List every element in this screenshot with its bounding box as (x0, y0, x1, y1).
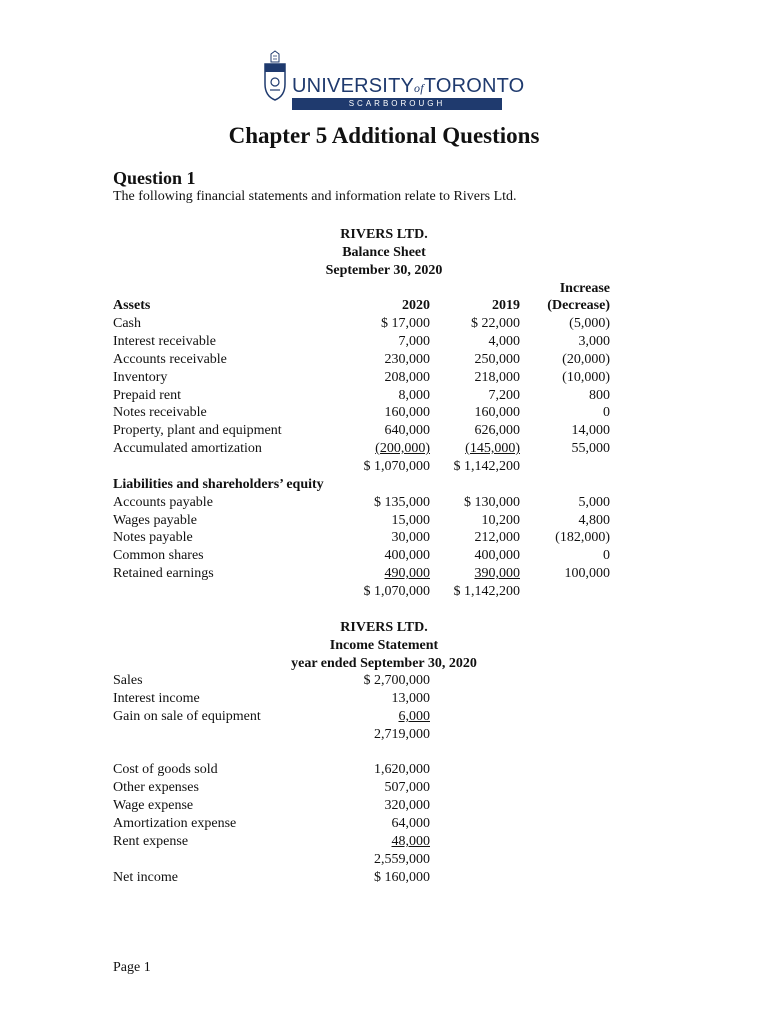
col-2019-header: 2019 (492, 298, 520, 313)
liab-2019: $ 130,000 (464, 495, 520, 510)
expense-label: Amortization expense (113, 816, 237, 831)
liab-change: 4,800 (578, 513, 610, 528)
asset-label: Notes receivable (113, 405, 207, 420)
expense-label: Rent expense (113, 834, 189, 849)
liab-2020: $ 135,000 (374, 495, 430, 510)
liab-2020: 30,000 (391, 530, 430, 545)
logo-wordmark: UNIVERSITYofTORONTO (292, 75, 525, 97)
asset-2020: 7,000 (398, 334, 430, 349)
asset-label: Property, plant and equipment (113, 423, 282, 438)
revenue-label: Interest income (113, 691, 200, 706)
university-logo (262, 50, 525, 114)
liab-2019: 390,000 (474, 566, 520, 581)
expense-label: Wage expense (113, 798, 194, 813)
asset-change: (5,000) (569, 316, 610, 331)
liab-change: 5,000 (578, 495, 610, 510)
expense-label: Other expenses (113, 780, 199, 795)
is-period: year ended September 30, 2020 (291, 656, 477, 671)
asset-label: Interest receivable (113, 334, 216, 349)
asset-2019: $ 22,000 (471, 316, 520, 331)
asset-2019: 160,000 (474, 405, 520, 420)
net-income-value: $ 160,000 (374, 870, 430, 885)
page-number: Page 1 (113, 960, 151, 975)
liab-label: Accounts payable (113, 495, 213, 510)
liab-label: Wages payable (113, 513, 197, 528)
asset-2020: 230,000 (384, 352, 430, 367)
is-title: Income Statement (329, 638, 439, 653)
expense-total: 2,559,000 (374, 852, 430, 867)
asset-2020: 160,000 (384, 405, 430, 420)
page-title: Chapter 5 Additional Questions (228, 123, 540, 148)
asset-change: 3,000 (578, 334, 610, 349)
expense-value: 48,000 (391, 834, 430, 849)
logo-campus: SCARBOROUGH (348, 99, 446, 108)
net-income-label: Net income (113, 870, 178, 885)
asset-2019: 4,000 (488, 334, 520, 349)
asset-2020: $ 17,000 (381, 316, 430, 331)
asset-2019: 250,000 (474, 352, 520, 367)
asset-2019: 218,000 (474, 370, 520, 385)
question-heading: Question 1 (113, 168, 196, 188)
is-company: RIVERS LTD. (340, 620, 428, 635)
expense-value: 320,000 (384, 798, 430, 813)
bs-title: Balance Sheet (342, 245, 426, 260)
asset-2020: 8,000 (398, 388, 430, 403)
asset-change: 14,000 (571, 423, 610, 438)
liab-change: 0 (603, 548, 610, 563)
bs-date: September 30, 2020 (325, 263, 443, 278)
liab-2020: 400,000 (384, 548, 430, 563)
asset-change: 55,000 (571, 441, 610, 456)
liab-change: (182,000) (555, 530, 610, 545)
asset-change: (20,000) (562, 352, 610, 367)
liab-2020: 490,000 (384, 566, 430, 581)
revenue-value: 13,000 (391, 691, 430, 706)
asset-2020: 640,000 (384, 423, 430, 438)
liab-2019: 10,200 (481, 513, 520, 528)
asset-2019: 7,200 (488, 388, 520, 403)
asset-2020: 208,000 (384, 370, 430, 385)
expense-value: 64,000 (391, 816, 430, 831)
asset-label: Inventory (113, 370, 168, 385)
liab-label: Common shares (113, 548, 204, 563)
asset-change: 0 (603, 405, 610, 420)
asset-label: Prepaid rent (113, 388, 182, 403)
expense-value: 507,000 (384, 780, 430, 795)
liab-2020: 15,000 (391, 513, 430, 528)
col-2020-header: 2020 (402, 298, 430, 313)
asset-2019: (145,000) (465, 441, 520, 456)
liab-change: 100,000 (564, 566, 610, 581)
expense-value: 1,620,000 (374, 762, 430, 777)
bs-company: RIVERS LTD. (340, 227, 428, 242)
question-intro: The following financial statements and information relate to Rivers Ltd. (113, 189, 517, 204)
liab-total-2019: $ 1,142,200 (453, 584, 520, 599)
revenue-label: Sales (113, 673, 143, 688)
col-change-header-2: (Decrease) (547, 298, 610, 313)
expense-label: Cost of goods sold (113, 762, 218, 777)
liab-2019: 400,000 (474, 548, 520, 563)
asset-2020: (200,000) (375, 441, 430, 456)
assets-heading: Assets (113, 298, 151, 313)
assets-total-2019: $ 1,142,200 (453, 459, 520, 474)
liab-total-2020: $ 1,070,000 (363, 584, 430, 599)
asset-label: Cash (113, 316, 141, 331)
asset-2019: 626,000 (474, 423, 520, 438)
liabilities-heading: Liabilities and shareholders’ equity (113, 477, 324, 492)
revenue-value: 6,000 (398, 709, 430, 724)
assets-total-2020: $ 1,070,000 (363, 459, 430, 474)
revenue-total: 2,719,000 (374, 727, 430, 742)
liab-label: Retained earnings (113, 566, 214, 581)
asset-change: 800 (589, 388, 610, 403)
asset-change: (10,000) (562, 370, 610, 385)
revenue-value: $ 2,700,000 (363, 673, 430, 688)
asset-label: Accumulated amortization (113, 441, 262, 456)
asset-label: Accounts receivable (113, 352, 227, 367)
liab-2019: 212,000 (474, 530, 520, 545)
revenue-label: Gain on sale of equipment (113, 709, 261, 724)
crest-icon (262, 50, 288, 102)
col-change-header-1: Increase (559, 281, 610, 296)
liab-label: Notes payable (113, 530, 193, 545)
